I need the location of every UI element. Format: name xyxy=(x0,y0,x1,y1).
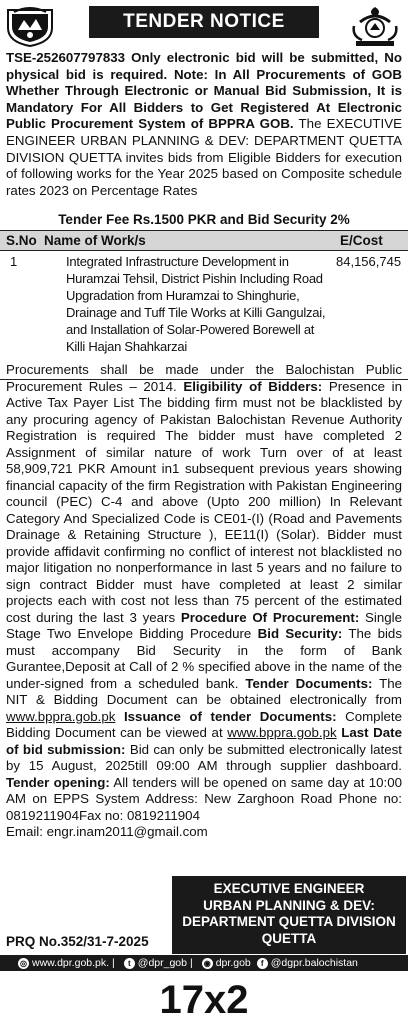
website-link[interactable]: www.dpr.gob.pk. xyxy=(32,957,110,969)
column-header-sno: S.No xyxy=(6,233,37,248)
tender-opening-text: All tenders will be opened on same day at 10:00 AM on EPPS System Address: New Zarghoon Road Phone no: 0819211904Fax no: 0819211904 xyxy=(6,774,402,823)
table-header-row xyxy=(0,231,408,251)
prq-number: PRQ No.352/31-7-2025 xyxy=(6,934,149,949)
signature-line-4: QUETTA xyxy=(261,930,317,946)
bppra-link-2[interactable]: www.bppra.gob.pk xyxy=(227,725,337,740)
issuance-label: Issuance of tender Documents: xyxy=(115,708,337,724)
eligibility-text: Presence in Active Tax Payer List The bidding firm must not be blacklisted by any procuring agency of Pakistan Balochistan Revenue Authority Registration is required The bidder must have completed 2 Assignment of similar nature of work Turn over of at least 58,909,721 PKR Amount in1 subsequent previous years showing financial capacity of the firm Registration with Pakistan Engineering council (PEC) C-4 and above (Upto 200 million) In Relevant Category And Specialized Code is CE01-(I) (Road and Pavements Drainage & Retaining Structure ), EE11(I) (Solar). Bidder must provide affidavit confirming no conflict of interest not blacklisted no major litigation no nonperformance in last 5 years and no failure to sign contract Bidder must have completed at least 2 similar projects each with cost not less than 75 percent of the estimated cost during the last 3 years xyxy=(6,378,402,625)
row-work-name: Integrated Infrastructure Development in Huramzai Tehsil, District Pishin Including Road Upgradation from Huramzai to Shinghurie, Drainage and Tuff Tile Works at Killi Gangulzai, and Installation of Solar-Powered Borewell at Killi Hajan Shahkarzai xyxy=(66,254,326,354)
notice-introduction xyxy=(6,50,402,199)
signature-line-3: DEPARTMENT QUETTA DIVISION xyxy=(182,914,396,929)
bid-security-text: The bids must accompany Bid Security in the form of Bank Gurantee,Deposit at Call of 2 % specified above in the name of the under-signed from a scheduled bank. xyxy=(6,626,402,691)
tse-statement: TSE-252607797833 Only electronic bid will be submitted, No physical bid is required. Note: In All Procurements of GOB Whether Through Electronic or Manual Bid Submission, It is Mandatory For All Bidders to Get Registered At Electronic Public Procurement System of BPPRA GOB. xyxy=(6,50,402,132)
bid-security-label: Bid Security: xyxy=(257,626,343,641)
column-header-work: Name of Work/s xyxy=(44,233,146,248)
contact-email: Email: engr.inam2011@gmail.com xyxy=(6,824,208,839)
social-media-bar xyxy=(0,955,408,971)
tender-documents-label: Tender Documents: xyxy=(245,675,373,691)
procurement-rules-text: Procurements shall be made under the Balochistan Public Procurement Rules – 2014. xyxy=(6,362,402,394)
row-estimated-cost: 84,156,745 xyxy=(336,254,402,269)
invitation-text: The EXECUTIVE ENGINEER URBAN PLANNING & DEV: DEPARTMENT QUETTA DIVISION QUETTA invites bids from Eligible Bidders for execution of following works for the Year 2025 based on Composite schedule rates 2023 on Percentage Rates xyxy=(6,116,402,198)
government-emblem-left-icon xyxy=(4,4,56,48)
twitter-handle[interactable]: @dpr_gob xyxy=(137,957,187,969)
twitter-icon: t xyxy=(124,958,135,969)
procedure-text: Single Stage Two Envelope Bidding Procedure xyxy=(6,609,402,641)
signature-block xyxy=(172,876,406,954)
table-row xyxy=(0,251,408,379)
last-date-label: Last Date of bid submission: xyxy=(6,725,402,757)
column-header-cost: E/Cost xyxy=(340,233,383,248)
tender-documents-text: The NIT & Bidding Document can be obtained electronically from xyxy=(6,675,402,707)
eligibility-label: Eligibility of Bidders: xyxy=(183,378,323,394)
signature-line-2: URBAN PLANNING & DEV: xyxy=(203,897,375,913)
last-date-text: Bid can only be submitted electronically latest by 15 August, 2025till 09:00 AM through supplier dashboard. xyxy=(6,741,402,773)
ad-size-label: 17x2 xyxy=(159,978,249,1022)
balochistan-emblem-right-icon xyxy=(346,4,404,48)
row-sno: 1 xyxy=(10,254,18,269)
bppra-link[interactable]: www.bppra.gob.pk xyxy=(6,708,116,724)
issuance-text: Complete Bidding Document can be viewed at xyxy=(6,708,403,740)
divider: | xyxy=(112,957,115,969)
tender-notice-title: TENDER NOTICE xyxy=(89,6,319,38)
facebook-icon: f xyxy=(257,958,268,969)
notice-body xyxy=(6,362,402,841)
instagram-icon: ◉ xyxy=(202,958,213,969)
works-table xyxy=(0,230,408,380)
tender-opening-label: Tender opening: xyxy=(6,774,110,790)
tender-fee-line: Tender Fee Rs.1500 PKR and Bid Security 2% xyxy=(58,212,350,227)
facebook-handle[interactable]: @dgpr.balochistan xyxy=(270,957,358,969)
signature-line-1: EXECUTIVE ENGINEER xyxy=(213,881,365,896)
instagram-handle[interactable]: dpr.gob xyxy=(215,957,251,969)
globe-icon: ◎ xyxy=(18,958,29,969)
procedure-label: Procedure Of Procurement: xyxy=(180,609,360,625)
divider: | xyxy=(189,957,193,969)
